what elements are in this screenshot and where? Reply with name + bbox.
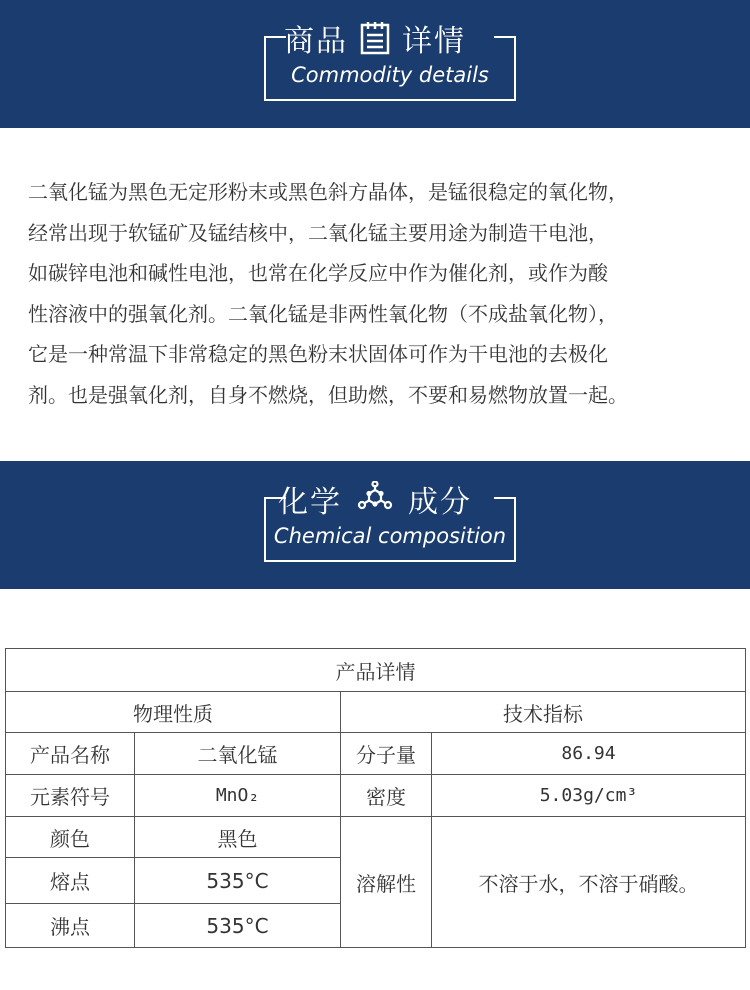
banner-title — [0, 477, 750, 521]
boiling-point-label: 沸点 — [6, 904, 135, 948]
description-line: 经常出现于软锰矿及锰结核中，二氧化锰主要用途为制造干电池， — [28, 220, 608, 245]
chemical-composition-banner — [0, 461, 750, 589]
description-line: 二氧化锰为黑色无定形粉末或黑色斜方晶体，是锰很稳定的氧化物， — [28, 180, 628, 204]
molecule-icon — [354, 481, 396, 517]
description-line: 如碳锌电池和碱性电池，也常在化学反应中作为催化剂，或作为酸 — [28, 261, 608, 285]
banner-title-right: 详情 — [402, 24, 466, 59]
product-name-label: 产品名称 — [6, 733, 135, 775]
description-line: 性溶液中的强氧化剂。二氧化锰是非两性氧化物（不成盐氧化物）， — [28, 301, 618, 326]
table-caption: 产品详情 — [6, 649, 746, 692]
description-line: 它是一种常温下非常稳定的黑色粉末状固体可作为干电池的去极化 — [28, 342, 608, 366]
product-name-value: 二氧化锰 — [135, 733, 341, 775]
density-label: 密度 — [341, 775, 432, 817]
banner-title-right: 成分 — [408, 485, 472, 520]
color-value: 黑色 — [135, 817, 341, 858]
banner-title-left: 化学 — [278, 485, 342, 520]
molecular-weight-value: 86.94 — [432, 733, 746, 775]
solubility-label: 溶解性 — [341, 817, 432, 948]
physical-properties-header: 物理性质 — [6, 692, 341, 733]
molecular-weight-label: 分子量 — [341, 733, 432, 775]
element-symbol-label: 元素符号 — [6, 775, 135, 817]
notepad-icon — [360, 21, 390, 55]
product-spec-table — [5, 648, 746, 948]
banner-title — [0, 16, 750, 60]
description-line: 剂。也是强氧化剂，自身不燃烧，但助燃，不要和易燃物放置一起。 — [28, 382, 628, 407]
melting-point-label: 熔点 — [6, 858, 135, 904]
melting-point-value: 535°C — [135, 858, 341, 904]
element-symbol-value: MnO₂ — [135, 775, 341, 817]
banner-title-left: 商品 — [284, 24, 348, 59]
banner-subtitle: Commodity details — [291, 63, 489, 87]
solubility-value: 不溶于水，不溶于硝酸。 — [432, 817, 746, 948]
banner-subtitle: Chemical composition — [273, 524, 507, 548]
commodity-details-banner — [0, 0, 750, 128]
product-description — [28, 172, 740, 415]
technical-specs-header: 技术指标 — [341, 692, 746, 733]
boiling-point-value: 535°C — [135, 904, 341, 948]
density-value: 5.03g/cm³ — [432, 775, 746, 817]
color-label: 颜色 — [6, 817, 135, 858]
